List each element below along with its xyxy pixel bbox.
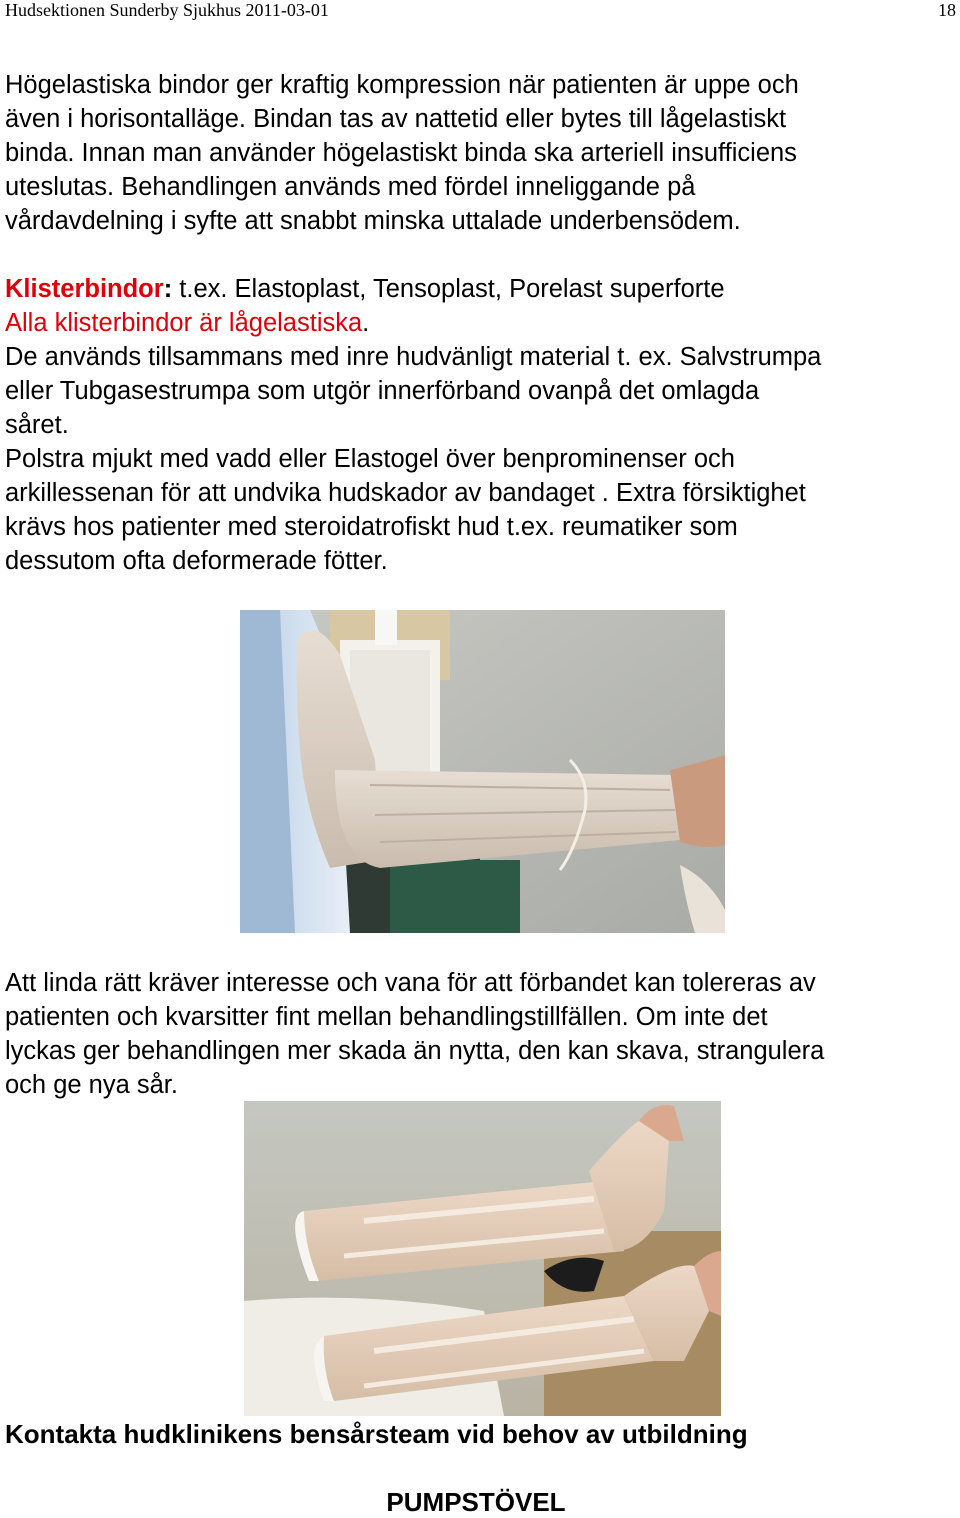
text-line: och ge nya sår. bbox=[5, 1071, 178, 1099]
photo-bandaged-leg bbox=[240, 610, 725, 933]
text-line: lyckas ger behandlingen mer skada än nytta, den kan skava, strangulera bbox=[5, 1037, 825, 1065]
text-line: även i horisontalläge. Bindan tas av nattetid eller bytes till lågelastiskt bbox=[5, 105, 787, 133]
text-line: krävs hos patienter med steroidatrofiskt hud t.ex. reumatiker som bbox=[5, 513, 738, 541]
contact-note: Kontakta hudklinikens bensårsteam vid behov av utbildning bbox=[5, 1419, 748, 1449]
text-line: uteslutas. Behandlingen används med fördel inneliggande på bbox=[5, 173, 696, 201]
text-line: Högelastiska bindor ger kraftig kompression när patienten är uppe och bbox=[5, 71, 799, 99]
page-header bbox=[5, 0, 956, 22]
text-line: binda. Innan man använder högelastiskt binda ska arteriell insufficiens bbox=[5, 139, 797, 167]
text-line: Polstra mjukt med vadd eller Elastogel över benprominenser och bbox=[5, 445, 735, 473]
red-note-line bbox=[5, 306, 960, 340]
section-title-text: PUMPSTÖVEL bbox=[386, 1487, 566, 1517]
paragraph-klisterbindor bbox=[5, 272, 960, 578]
red-note-end: . bbox=[362, 309, 370, 337]
header-title: Hudsektionen Sunderby Sjukhus 2011-03-01 bbox=[5, 0, 329, 20]
text-line: såret. bbox=[5, 411, 69, 439]
heading-colon: : bbox=[163, 275, 173, 303]
photo-two-bandaged-legs bbox=[244, 1101, 721, 1416]
text-line: patienten och kvarsitter fint mellan behandlingstillfällen. Om inte det bbox=[5, 1003, 768, 1031]
red-note: Alla klisterbindor är lågelastiska bbox=[5, 309, 363, 337]
text-line: arkillessenan för att undvika hudskador av bandaget . Extra försiktighet bbox=[5, 479, 806, 507]
text-line: eller Tubgasestrumpa som utgör innerförband ovanpå det omlagda bbox=[5, 377, 760, 405]
paragraph-linda-ratt bbox=[5, 966, 960, 1102]
paragraph-hogelastiska bbox=[5, 68, 960, 238]
klisterbindor-line bbox=[5, 272, 960, 306]
klisterbindor-examples: t.ex. Elastoplast, Tensoplast, Porelast superforte bbox=[172, 275, 725, 303]
klisterbindor-heading: Klisterbindor bbox=[5, 275, 164, 303]
text-line: dessutom ofta deformerade fötter. bbox=[5, 547, 388, 575]
section-title bbox=[0, 1486, 960, 1518]
text-line: Att linda rätt kräver interesse och vana för att förbandet kan tolereras av bbox=[5, 969, 816, 997]
page-number: 18 bbox=[938, 0, 956, 20]
text-line: vårdavdelning i syfte att snabbt minska uttalade underbensödem. bbox=[5, 207, 741, 235]
text-line: De används tillsammans med inre hudvänligt material t. ex. Salvstrumpa bbox=[5, 343, 822, 371]
